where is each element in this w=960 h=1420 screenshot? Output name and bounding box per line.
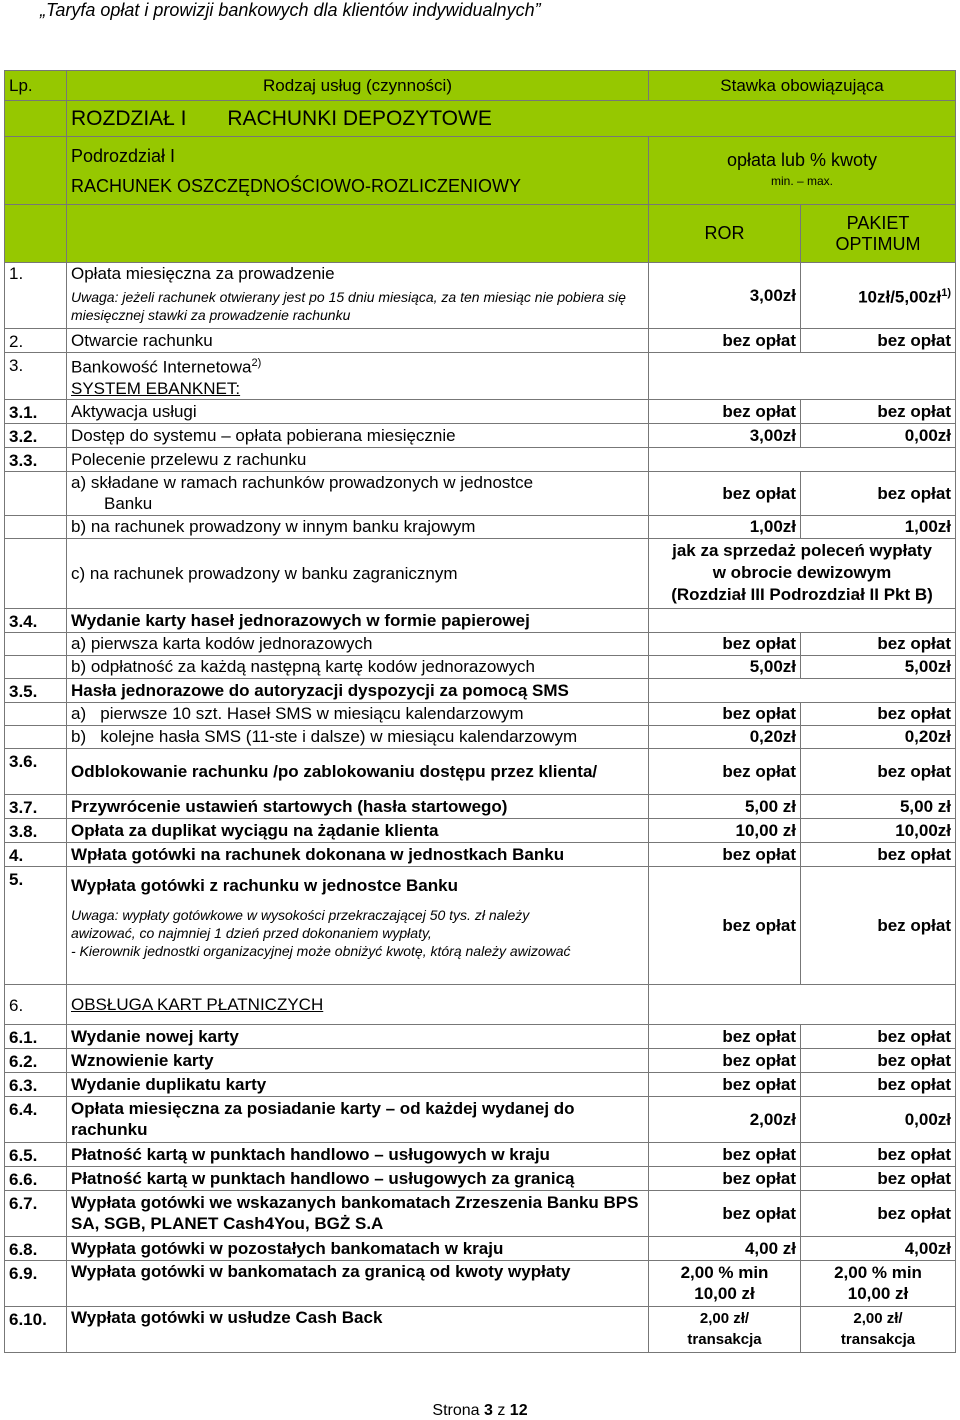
subchapter-title: RACHUNEK OSZCZĘDNOŚCIOWO-ROZLICZENIOWY	[71, 175, 522, 196]
minmax-label: min. – max.	[771, 173, 834, 188]
col-lp: Lp.	[5, 71, 67, 101]
table-row: 6.3. Wydanie duplikatu karty bez opłat bez opłat	[5, 1072, 956, 1096]
table-row: 3.1. Aktywacja usługi bez opłat bez opłat	[5, 399, 956, 423]
table-row: a) składane w ramach rachunków prowadzonych w jednostce Banku bez opłat bez opłat	[5, 471, 956, 515]
column-labels-row	[5, 205, 956, 263]
row-note: Uwaga: jeżeli rachunek otwierany jest po 15 dniu miesiąca, za ten miesiąc nie pobiera się miesięcznej stawki za prowadzenie rachunku	[71, 289, 626, 323]
table-row: a) pierwsza karta kodów jednorazowych bez opłat bez opłat	[5, 632, 956, 655]
col-ror: ROR	[649, 205, 801, 263]
table-row: 6.10. Wypłata gotówki w usłudze Cash Back 2,00 zł/ transakcja 2,00 zł/ transakcja	[5, 1306, 956, 1352]
table-row: b) kolejne hasła SMS (11-ste i dalsze) w miesiącu kalendarzowym 0,20zł 0,20zł	[5, 725, 956, 748]
table-row: 2. Otwarcie rachunku bez opłat bez opłat	[5, 329, 956, 353]
table-row: 6.6. Płatność kartą w punktach handlowo – usługowych za granicą bez opłat bez opłat	[5, 1166, 956, 1190]
table-row: 6.5. Płatność kartą w punktach handlowo – usługowych w kraju bez opłat bez opłat	[5, 1142, 956, 1166]
chapter-title: RACHUNKI DEPOZYTOWE	[227, 107, 492, 130]
table-row: b) odpłatność za każdą następną kartę kodów jednorazowych 5,00zł 5,00zł	[5, 655, 956, 678]
table-row: 6.9. Wypłata gotówki w bankomatach za granicą od kwoty wypłaty 2,00 % min 10,00 zł 2,00 % min 10,00 zł	[5, 1260, 956, 1306]
col-pakiet: PAKIET OPTIMUM	[801, 205, 956, 263]
page-footer: Strona 3 z 12	[432, 1402, 528, 1419]
table-row: 4. Wpłata gotówki na rachunek dokonana w jednostkach Banku bez opłat bez opłat	[5, 842, 956, 866]
table-row: 6.8. Wypłata gotówki w pozostałych bankomatach w kraju 4,00 zł 4,00zł	[5, 1236, 956, 1260]
table-row: 3.3. Polecenie przelewu z rachunku	[5, 447, 956, 471]
table-row: 3. Bankowość Internetowa$^{2)}$ SYSTEM EBANKNET:	[5, 353, 956, 400]
table-row: 3.8. Opłata za duplikat wyciągu na żądanie klienta 10,00 zł 10,00zł	[5, 818, 956, 842]
col-rate: Stawka obowiązująca	[649, 71, 956, 101]
col-service: Rodzaj usług (czynności)	[67, 71, 649, 101]
fee-type-label: opłata lub % kwoty	[726, 149, 878, 170]
page-total: 12	[509, 1402, 528, 1419]
table-row: 5. Wypłata gotówki z rachunku w jednostce Banku Uwaga: wypłaty gotówkowe w wysokości przekraczającej 50 tys. zł należy awizować, co najmniej 1 dzień przed dokonaniem wypłaty, - Kierownik jednostki organizacyjnej może obniżyć kwotę, którą należy awizować bez opłat bez opłat	[5, 866, 956, 984]
table-row: 6. OBSŁUGA KART PŁATNICZYCH	[5, 984, 956, 1024]
table-row: 3.2. Dostęp do systemu – opłata pobierana miesięcznie 3,00zł 0,00zł	[5, 423, 956, 447]
table-row: c) na rachunek prowadzony w banku zagranicznym jak za sprzedaż poleceń wypłaty w obrocie dewizowym (Rozdział III Podrozdział II Pkt B)	[5, 538, 956, 608]
table-row: b) na rachunek prowadzony w innym banku krajowym 1,00zł 1,00zł	[5, 515, 956, 538]
table-row: 3.4. Wydanie karty haseł jednorazowych w formie papierowej	[5, 608, 956, 632]
document-title: „Taryfa opłat i prowizji bankowych dla klientów indywidualnych”	[40, 0, 541, 20]
table-row: a) pierwsze 10 szt. Haseł SMS w miesiącu kalendarzowym bez opłat bez opłat	[5, 702, 956, 725]
table-row: 6.4. Opłata miesięczna za posiadanie karty – od każdej wydanej do rachunku 2,00zł 0,00zł	[5, 1096, 956, 1142]
table-row: 6.1. Wydanie nowej karty bez opłat bez opłat	[5, 1024, 956, 1048]
table-row: 3.5. Hasła jednorazowe do autoryzacji dyspozycji za pomocą SMS	[5, 678, 956, 702]
table-row: 6.7. Wypłata gotówki we wskazanych bankomatach Zrzeszenia Banku BPS SA, SGB, PLANET Cash4You, BGŻ S.A bez opłat bez opłat	[5, 1190, 956, 1236]
row-label: Opłata miesięczna za prowadzenie	[71, 264, 335, 283]
table-header-row	[5, 71, 956, 101]
table-row: 3.6. Odblokowanie rachunku /po zablokowaniu dostępu przez klienta/ bez opłat bez opłat	[5, 748, 956, 794]
subchapter-label: Podrozdział I	[71, 145, 176, 166]
tariff-table	[4, 70, 956, 1353]
page-number: 3	[483, 1402, 493, 1419]
chapter-row	[5, 101, 956, 137]
table-row: 6.2. Wznowienie karty bez opłat bez opłat	[5, 1048, 956, 1072]
table-row: 1. Opłata miesięczna za prowadzenie Uwaga: jeżeli rachunek otwierany jest po 15 dniu miesiąca, za ten miesiąc nie pobiera się miesięcznej stawki za prowadzenie rachunku 3,00zł $10zł/5,00zł^{1)}$	[5, 263, 956, 329]
chapter-label: ROZDZIAŁ I	[71, 107, 187, 130]
table-row: 3.7. Przywrócenie ustawień startowych (hasła startowego) 5,00 zł 5,00 zł	[5, 794, 956, 818]
subchapter-row	[5, 137, 956, 205]
